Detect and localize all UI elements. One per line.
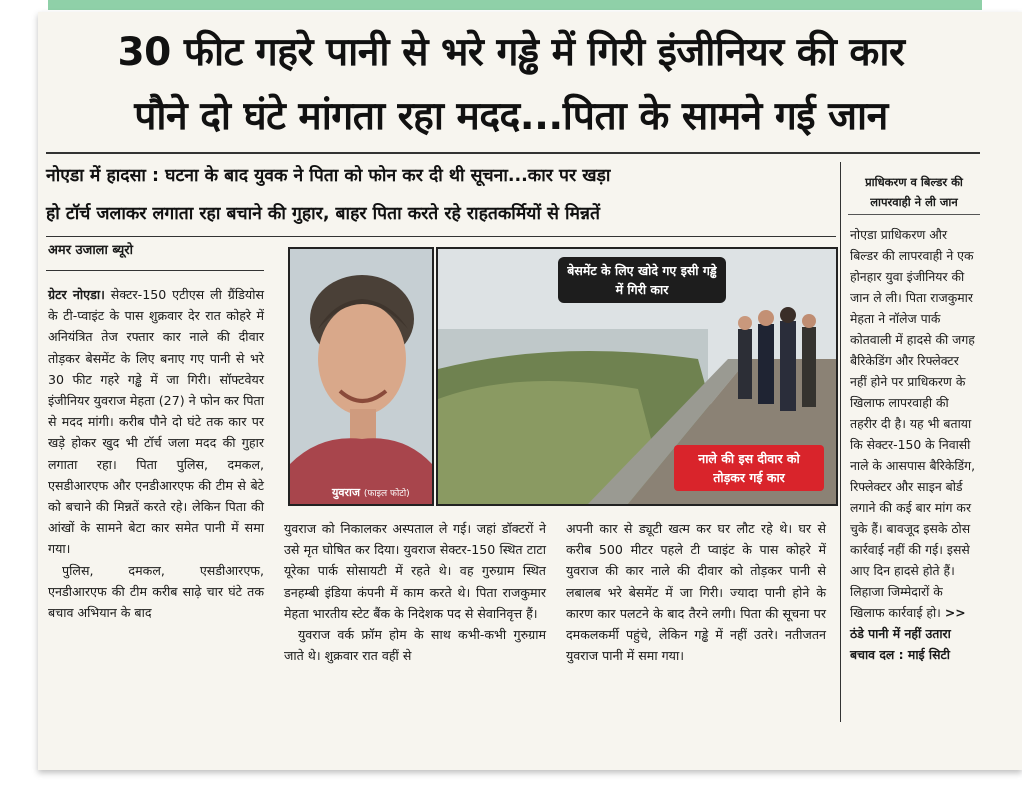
photo-caption — [332, 485, 410, 500]
article-column-1 — [48, 284, 264, 623]
column1-paragraph-1 — [48, 284, 264, 560]
caption-note: (फाइल फोटो) — [363, 489, 410, 499]
sidebar-more-link: >> ठंडे पानी में नहीं उतारा बचाव दल : माई सिटी — [850, 605, 966, 662]
dateline: ग्रेटर नोएडा। — [48, 287, 105, 302]
sidebar-column — [850, 224, 978, 665]
headline-line-1: 30 फीट गहरे पानी से भरे गड्ढे में गिरी इंजीनियर की कार — [117, 30, 905, 75]
sidebar-divider — [840, 162, 841, 722]
caption-name: युवराज — [332, 486, 361, 499]
column1-paragraph-2: पुलिस, दमकल, एसडीआरएफ, एनडीआरएफ की टीम करीब साढ़े चार घंटे तक बचाव अभियान के बाद — [48, 562, 264, 621]
person-illustration — [290, 249, 432, 504]
column3-paragraph-1: अपनी कार से ड्यूटी खत्म कर घर लौट रहे थे। घर से करीब 500 मीटर पहले टी प्वाइंट के पास कोहरे में युवराज की कार नाले की दीवार को तोड़कर पानी से लबालब भरे बेसमेंट में जा गिरी। ज्यादा पानी होने के कारण कार पलटने के बाद तैरने लगी। पिता की सूचना पर दमकलकर्मी पहुंचे, लेकिन गड्ढे में नहीं उतरे। नतीजतन युवराज पानी में समा गया। — [566, 521, 826, 664]
sidebar-heading: प्राधिकरण व बिल्डर की लापरवाही ने ली जान — [848, 172, 980, 215]
headline-rule — [46, 152, 980, 154]
top-accent-bar — [48, 0, 982, 10]
column2-paragraph-2: युवराज वर्क फ्रॉम होम के साथ कभी-कभी गुरुग्राम जाते थे। शुक्रवार रात वहीं से — [284, 627, 546, 664]
subhead-rule — [46, 236, 836, 237]
column2-paragraph-1: युवराज को निकालकर अस्पताल ले गई। जहां डॉक्टरों ने उसे मृत घोषित कर दिया। युवराज सेक्टर-150 स्थित टाटा यूरेका पार्क सोसायटी में रहते थे। वह गुरुग्राम स्थित डनहम्बी इंडिया कंपनी में काम करते थे। पिता राजकुमार मेहता भारतीय स्टेट बैंक के निदेशक पद से सेवानिवृत्त हैं। — [284, 521, 546, 621]
headline-line-2: पौने दो घंटे मांगता रहा मदद...पिता के सामने गई जान — [134, 94, 888, 139]
column1-text-1: सेक्टर-150 एटीएस ली ग्रैंडियोस के टी-प्वाइंट के पास शुक्रवार देर रात कोहरे में अनियंत्रित तेज रफ्तार कार नाले की दीवार तोड़कर बेसमेंट के लिए बनाए गए पानी से भरे 30 फीट गहरे गड्ढे में जा गिरी। सॉफ्टवेयर इंजीनियर युवराज मेहता (27) ने फोन कर पिता से मदद मांगी। करीब पौने दो घंटे तक कार पर खड़े होकर खुद भी टॉर्च जला मदद की गुहार लगाता रहा। पिता पुलिस, दमकल, एसडीआरएफ और एनडीआरएफ की टीम से बेटे को बचाने की मिन्नतें करते रहे। लेकिन पिता की आंखों के सामने बेटा कार समेत पानी में समा गया। — [48, 287, 264, 557]
article-column-3 — [566, 518, 826, 666]
article-column-2 — [284, 518, 546, 666]
byline: अमर उजाला ब्यूरो — [48, 243, 133, 258]
byline-rule — [46, 270, 264, 271]
person-photo — [288, 247, 434, 506]
callout-pit: बेसमेंट के लिए खोदे गए इसी गड्ढे में गिरी कार — [558, 257, 726, 303]
callout-wall: नाले की इस दीवार को तोड़कर गई कार — [674, 445, 824, 491]
subhead-line-1: नोएडा में हादसा : घटना के बाद युवक ने पिता को फोन कर दी थी सूचना...कार पर खड़ा — [46, 166, 611, 186]
accident-site-photo — [436, 247, 838, 506]
subhead-line-2: हो टॉर्च जलाकर लगाता रहा बचाने की गुहार, बाहर पिता करते रहे राहतकर्मियों से मिन्नतें — [46, 204, 600, 224]
sidebar-body: नोएडा प्राधिकरण और बिल्डर की लापरवाही ने एक होनहार युवा इंजीनियर की जान ले ली। पिता राजकुमार मेहता ने नॉलेज पार्क कोतवाली में हादसे की जगह बैरिकेडिंग और रिफ्लेक्टर नहीं होने पर प्राधिकरण के खिलाफ लापरवाही की तहरीर दी है। यह भी बताया कि सेक्टर-150 के निवासी नाले के आसपास बैरिकेडिंग, रिफ्लेक्टर और साइन बोर्ड लगाने की कई बार मांग कर चुके हैं। बावजूद इसके ठोस कार्रवाई नहीं की गई। इससे आए दिन हादसे होते हैं। लिहाजा जिम्मेदारों के खिलाफ कार्रवाई हो। — [850, 227, 976, 620]
